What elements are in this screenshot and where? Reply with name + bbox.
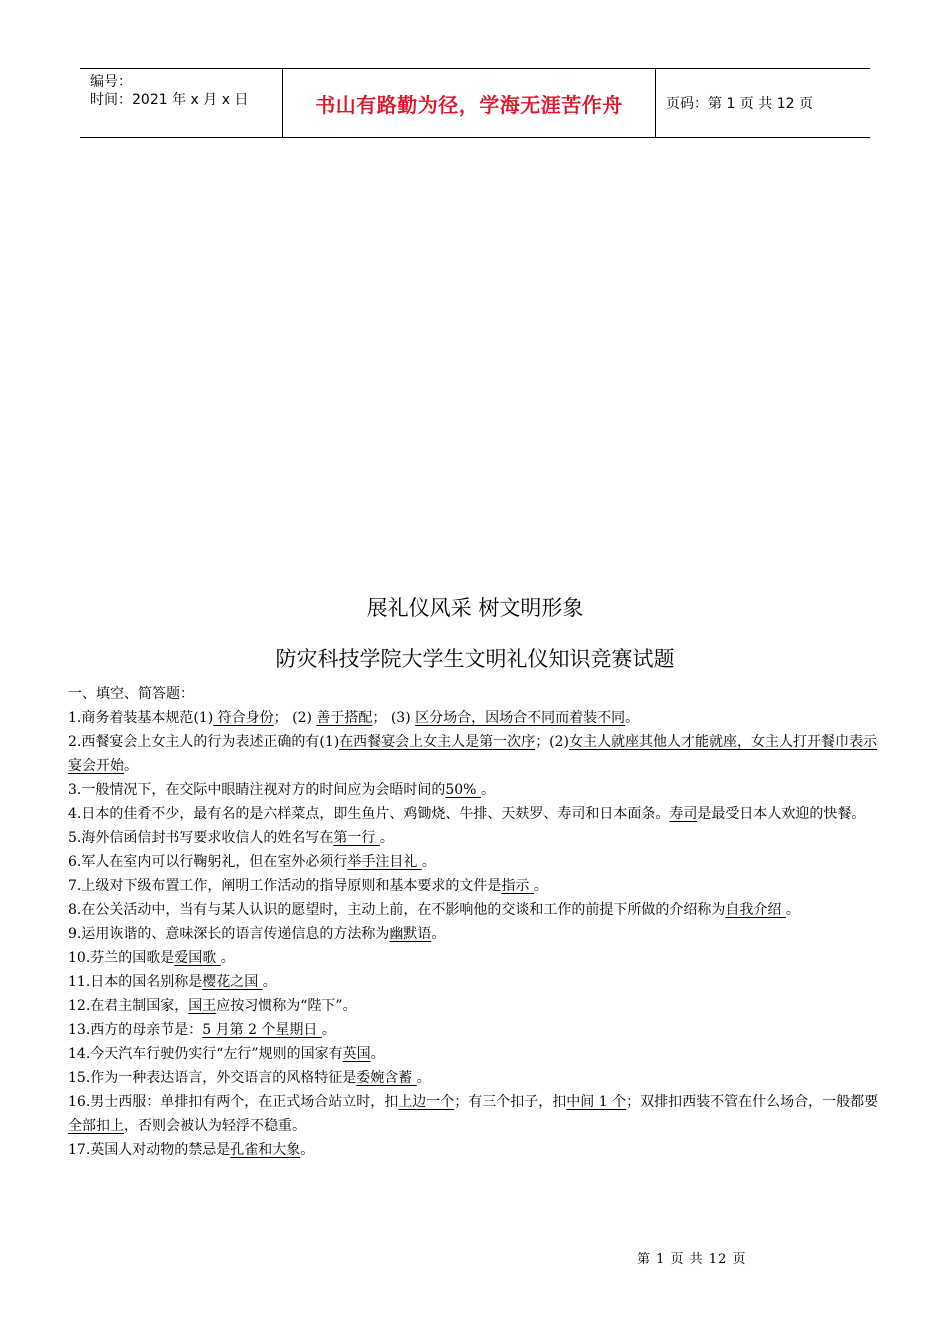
question-item xyxy=(68,874,884,898)
question-text: 。 xyxy=(416,1070,431,1086)
question-item xyxy=(68,730,884,778)
question-text: ；有三个扣子，扣 xyxy=(454,1094,567,1110)
question-text: 10.芬兰的国歌是 xyxy=(68,950,175,966)
question-text: 6.军人在室内可以行鞠躬礼，但在室外必须行 xyxy=(68,854,348,870)
question-item xyxy=(68,1138,884,1162)
answer-text: 寿司 xyxy=(669,806,698,822)
answer-text: 第一行 xyxy=(333,830,380,846)
answer-text: 女主人就座其他人才能就座，女主人打开餐巾表示宴会开始 xyxy=(68,734,878,774)
document-number-label: 编号： xyxy=(90,74,132,90)
question-text: 11.日本的国名别称是 xyxy=(68,974,203,990)
question-text: 。 xyxy=(321,1022,336,1038)
answer-text: 5 月第 2 个星期日 xyxy=(202,1022,322,1038)
answer-text: 全部扣上 xyxy=(68,1118,124,1134)
answer-text: 幽默语 xyxy=(389,926,432,942)
question-item xyxy=(68,850,884,874)
page-footer: 第 1 页 共 12 页 xyxy=(637,1252,747,1267)
question-text: ；双排扣西装不管在什么场合，一般都要 xyxy=(626,1094,879,1110)
question-text: 。 xyxy=(431,926,446,942)
question-item xyxy=(68,898,884,922)
question-text: 4.日本的佳肴不少，最有名的是六样菜点，即生鱼片、鸡锄烧、牛排、天麸罗、寿司和日本面条。 xyxy=(68,806,670,822)
question-text: 2.西餐宴会上女主人的行为表述正确的有(1) xyxy=(68,734,340,750)
question-text: 17.英国人对动物的禁忌是 xyxy=(68,1142,231,1158)
answer-text: 在西餐宴会上女主人是第一次序 xyxy=(339,734,536,750)
section-heading: 一、填空、简答题： xyxy=(68,686,194,702)
question-text: 。 xyxy=(370,1046,385,1062)
answer-text: 委婉含蓄 xyxy=(356,1070,417,1086)
question-item xyxy=(68,826,884,850)
document-body xyxy=(68,682,884,1162)
question-item xyxy=(68,970,884,994)
question-item xyxy=(68,922,884,946)
question-text: 3.一般情况下，在交际中眼睛注视对方的时间应为会晤时间的 xyxy=(68,782,446,798)
answer-text: 英国 xyxy=(342,1046,371,1062)
question-text: 12.在君主制国家， xyxy=(68,998,189,1014)
question-text: 5.海外信函信封书写要求收信人的姓名写在 xyxy=(68,830,334,846)
question-text: 。 xyxy=(124,758,138,774)
question-text: 是最受日本人欢迎的快餐。 xyxy=(697,806,866,822)
answer-text: 中间 1 个 xyxy=(566,1094,627,1110)
answer-text: 上边一个 xyxy=(398,1094,455,1110)
question-text: 。 xyxy=(262,974,277,990)
question-item xyxy=(68,994,884,1018)
question-text: ；(2) xyxy=(535,734,570,750)
question-text: 。 xyxy=(220,950,235,966)
answer-text: 区分场合，因场合不同而着装不同 xyxy=(415,710,626,726)
question-text: 。 xyxy=(480,782,495,798)
question-text: ； (3) xyxy=(372,710,416,726)
question-text: 16.男士西服：单排扣有两个，在正式场合站立时，扣 xyxy=(68,1094,399,1110)
question-text: ； (2) xyxy=(273,710,317,726)
question-item xyxy=(68,778,884,802)
answer-text: 符合身份 xyxy=(213,710,274,726)
question-text: 9.运用诙谐的、意味深长的语言传递信息的方法称为 xyxy=(68,926,390,942)
answer-text: 指示 xyxy=(501,878,534,894)
question-item xyxy=(68,1066,884,1090)
document-title-line2: 防灾科技学院大学生文明礼仪知识竞赛试题 xyxy=(275,647,675,671)
question-text: 15.作为一种表达语言，外交语言的风格特征是 xyxy=(68,1070,357,1086)
question-text: 。 xyxy=(379,830,394,846)
question-text: 。 xyxy=(533,878,548,894)
question-text: 1.商务着装基本规范(1) xyxy=(68,710,214,726)
question-text: 应按习惯称为“陛下”。 xyxy=(216,998,357,1014)
answer-text: 孔雀和大象 xyxy=(230,1142,301,1158)
question-item xyxy=(68,1018,884,1042)
answer-text: 善于搭配 xyxy=(316,710,373,726)
question-text: 。 xyxy=(300,1142,315,1158)
document-date: 时间：2021 年 x 月 x 日 xyxy=(90,92,249,108)
header-motto: 书山有路勤为径，学海无涯苦作舟 xyxy=(315,92,623,117)
question-item xyxy=(68,1090,884,1138)
document-title-line1: 展礼仪风采 树文明形象 xyxy=(366,596,584,620)
header-page-info: 页码：第 1 页 共 12 页 xyxy=(666,96,813,112)
answer-text: 自我介绍 xyxy=(725,902,786,918)
question-item xyxy=(68,1042,884,1066)
question-text: 8.在公关活动中，当有与某人认识的愿望时，主动上前，在不影响他的交谈和工作的前提下所做的介绍称为 xyxy=(68,902,726,918)
answer-text: 国王 xyxy=(188,998,217,1014)
answer-text: 举手注目礼 xyxy=(347,854,422,870)
question-item xyxy=(68,706,884,730)
header-meta xyxy=(80,69,282,137)
answer-text: 樱花之国 xyxy=(202,974,263,990)
question-text: 。 xyxy=(421,854,436,870)
question-text: 。 xyxy=(785,902,800,918)
question-text: 14.今天汽车行驶仍实行“左行”规则的国家有 xyxy=(68,1046,343,1062)
answer-text: 爱国歌 xyxy=(174,950,221,966)
question-item xyxy=(68,946,884,970)
question-list xyxy=(68,706,884,1162)
question-item xyxy=(68,802,884,826)
question-text: 13.西方的母亲节是： xyxy=(68,1022,203,1038)
question-text: ，否则会被认为轻浮不稳重。 xyxy=(124,1118,306,1134)
question-text: 7.上级对下级布置工作，阐明工作活动的指导原则和基本要求的文件是 xyxy=(68,878,502,894)
page-header xyxy=(80,68,870,138)
header-motto-cell xyxy=(282,69,656,137)
question-text: 。 xyxy=(625,710,640,726)
answer-text: 50% xyxy=(445,782,481,798)
